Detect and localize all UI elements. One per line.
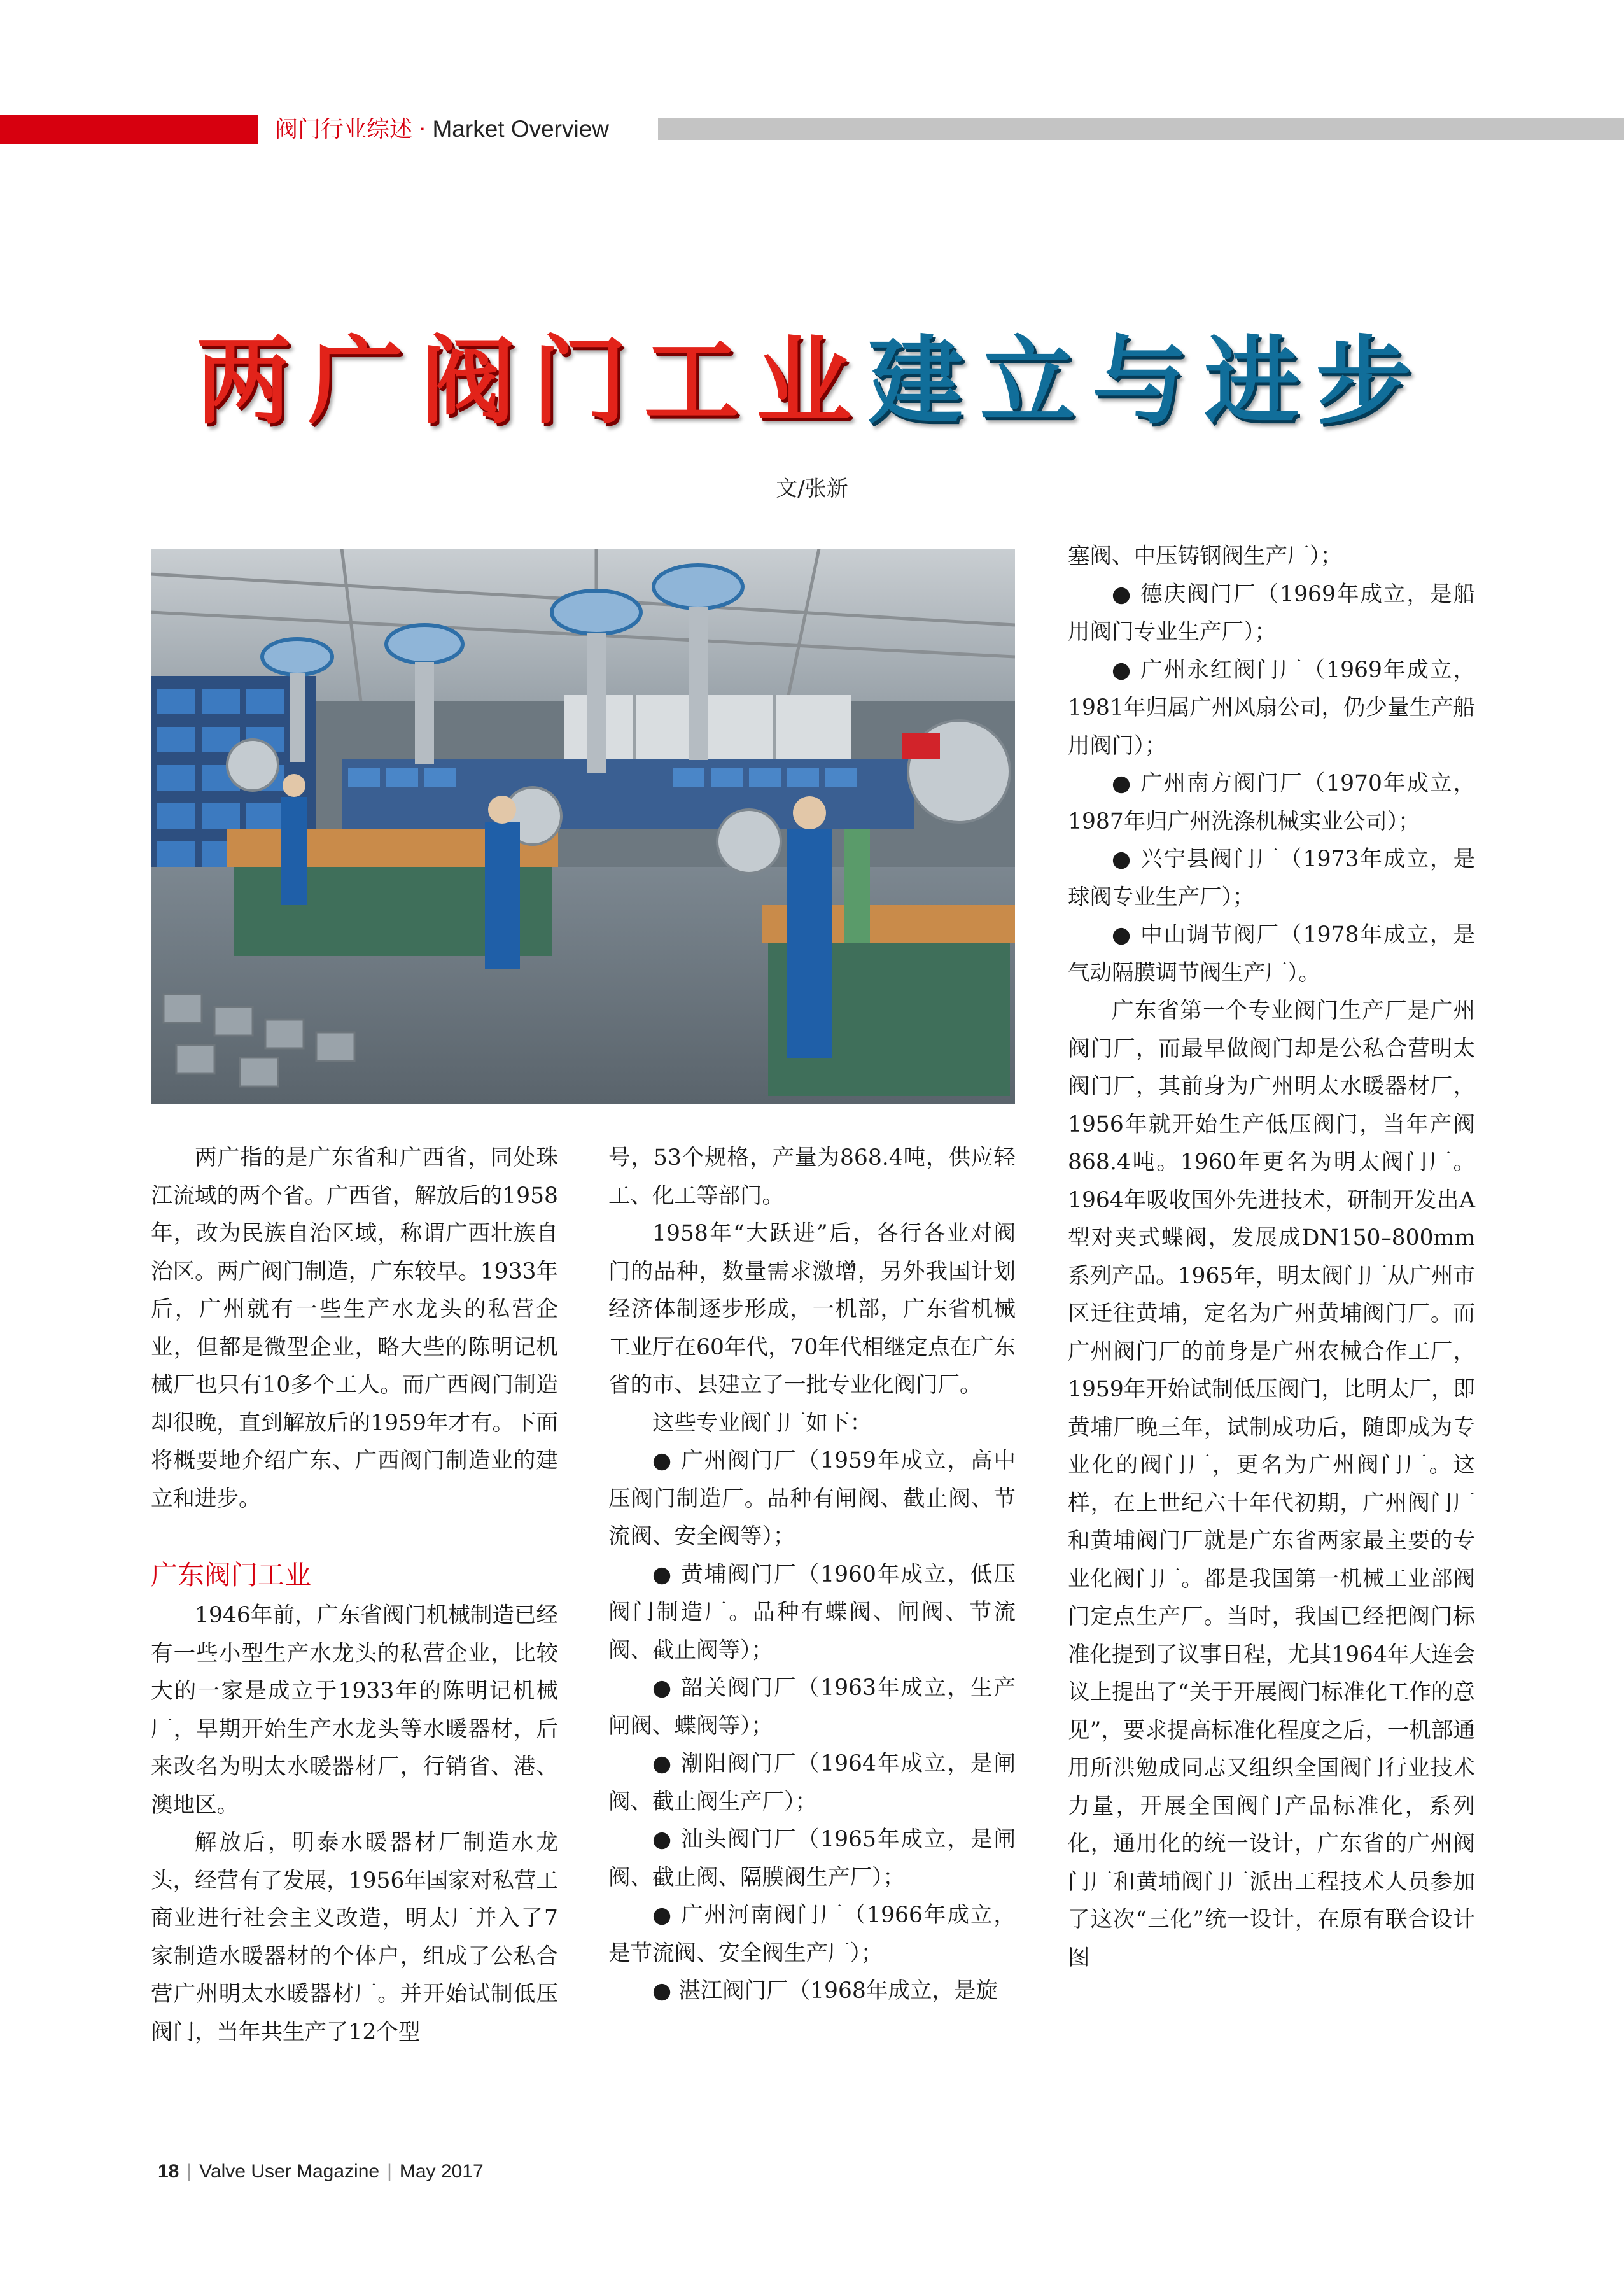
factory-list-item: ● 广州永红阀门厂（1969年成立，1981年归属广州风扇公司，仍少量生产船用阀门）； [1068,657,1475,759]
paragraph: 解放后，明泰水暖器材厂制造水龙头，经营有了发展，1956年国家对私营工商业进行社会主义改造，明太厂并入了7家制造水暖器材的个体户，组成了公私合营广州明太水暖器材厂。并开始试制低压阀门，当年共生产了12个型 [151,1830,558,2045]
footer-separator: | [387,2161,392,2182]
paragraph: 广东省第一个专业阀门生产厂是广州阀门厂，而最早做阀门却是公私合营明太阀门厂，其前身为广州明太水暖器材厂，1956年就开始生产低压阀门，当年产阀868.4吨。1960年更名为明太阀门厂。1964年吸收国外先进技术，研制开发出A型对夹式蝶阀，发展成DN150–800mm系列产品。1965年，明太阀门厂从广州市区迁往黄埔，定名为广州黄埔阀门厂。而广州阀门厂的前身是广州农械合作工厂，1959年开始试制低压阀门，比明太厂，即黄埔厂晚三年，试制成功后，随即成为专业化的阀门厂，更名为广州阀门厂。这样，在上世纪六十年代初期，广州阀门厂和黄埔阀门厂就是广东省两家最主要的专业化阀门厂。都是我国第一机械工业部阀门定点生产厂。当时，我国已经把阀门标准化提到了议事日程，尤其1964年大连会议上提出了“关于开展阀门标准化工作的意见”，要求提高标准化程度之后，一机部通用所洪勉成同志又组织全国阀门行业技术力量，开展全国阀门产品标准化，系列化，通用化的统一设计，广东省的广州阀门厂和黄埔阀门厂派出工程技术人员参加了这次“三化”统一设计，在原有联合设计图 [1068,998,1475,1971]
magazine-name: Valve User Magazine [199,2161,380,2182]
article-title-blue-part: 建立与进步 [868,327,1429,437]
paragraph: 1958年“大跃进”后，各行各业对阀门的品种，数量需求激增，另外我国计划经济体制逐步形成，一机部，广东省机械工业厅在60年代，70年代相继定点在广东省的市、县建立了一批专业化阀门厂。 [608,1221,1016,1398]
section-label-en: Market Overview [432,116,610,142]
factory-list-item: ● 广州河南阀门厂（1966年成立，是节流阀、安全阀生产厂）； [608,1902,1016,1966]
section-header-band [0,115,1624,144]
article-title [0,321,1624,442]
column-3 [1068,538,1475,1977]
factory-list-item: ● 潮阳阀门厂（1964年成立，是闸阀、截止阀生产厂）； [608,1751,1016,1815]
section-label-cn: 阀门行业综述 [275,116,413,143]
page-number: 18 [158,2161,179,2182]
paragraph: 这些专业阀门厂如下： [652,1410,872,1436]
factory-list-item: ● 汕头阀门厂（1965年成立，是闸阀、截止阀、隔膜阀生产厂）； [608,1827,1016,1890]
factory-workshop-photo [151,549,1015,1104]
paragraph: 1946年前，广东省阀门机械制造已经有一些小型生产水龙头的私营企业，比较大的一家是成立于1933年的陈明记机械厂，早期开始生产水龙头等水暖器材，后来改名为明太水暖器材厂，行销省、港、澳地区。 [151,1603,558,1818]
issue-date: May 2017 [399,2161,484,2182]
header-red-bar [0,115,258,144]
factory-list-item: ● 湛江阀门厂（1968年成立，是旋 [652,1978,998,2004]
factory-list-item: ● 德庆阀门厂（1969年成立，是船用阀门专业生产厂）； [1068,581,1475,645]
article-title-red-part: 两广阀门工业 [195,327,868,437]
footer-separator: | [186,2161,192,2182]
factory-list-item: ● 黄埔阀门厂（1960年成立，低压阀门制造厂。品种有蝶阀、闸阀、节流阀、截止阀等）； [608,1561,1016,1663]
paragraph-continued: 塞阀、中压铸钢阀生产厂）； [1068,544,1343,569]
section-label-dot: · [419,116,426,143]
factory-list-item: ● 兴宁县阀门厂（1973年成立，是球阀专业生产厂）； [1068,847,1475,910]
factory-workshop-photo-icon [151,549,1015,1104]
section-heading: 广东阀门工业 [151,1559,312,1591]
section-label [275,112,609,146]
article-byline: 文/张新 [776,476,848,502]
paragraph-continued: 号，53个规格，产量为868.4吨，供应轻工、化工等部门。 [608,1145,1016,1209]
header-gray-bar [658,118,1624,140]
factory-list-item: ● 广州阀门厂（1959年成立，高中压阀门制造厂。品种有闸阀、截止阀、节流阀、安全阀等）； [608,1448,1016,1549]
page-footer [158,2158,484,2186]
factory-list-item: ● 广州南方阀门厂（1970年成立，1987年归广州洗涤机械实业公司）； [1068,771,1475,834]
column-2 [608,1139,1016,2011]
column-1 [151,1139,558,2051]
paragraph: 两广指的是广东省和广西省，同处珠江流域的两个省。广西省，解放后的1958年，改为民族自治区域，称谓广西壮族自治区。两广阀门制造，广东较早。1933年后，广州就有一些生产水龙头的私营企业，但都是微型企业，略大些的陈明记机械厂也只有10多个工人。而广西阀门制造却很晚，直到解放后的1959年才有。下面将概要地介绍广东、广西阀门制造业的建立和进步。 [151,1145,558,1512]
factory-list-item: ● 中山调节阀厂（1978年成立，是气动隔膜调节阀生产厂）。 [1068,922,1475,986]
factory-list-item: ● 韶关阀门厂（1963年成立，生产闸阀、蝶阀等）； [608,1675,1016,1739]
